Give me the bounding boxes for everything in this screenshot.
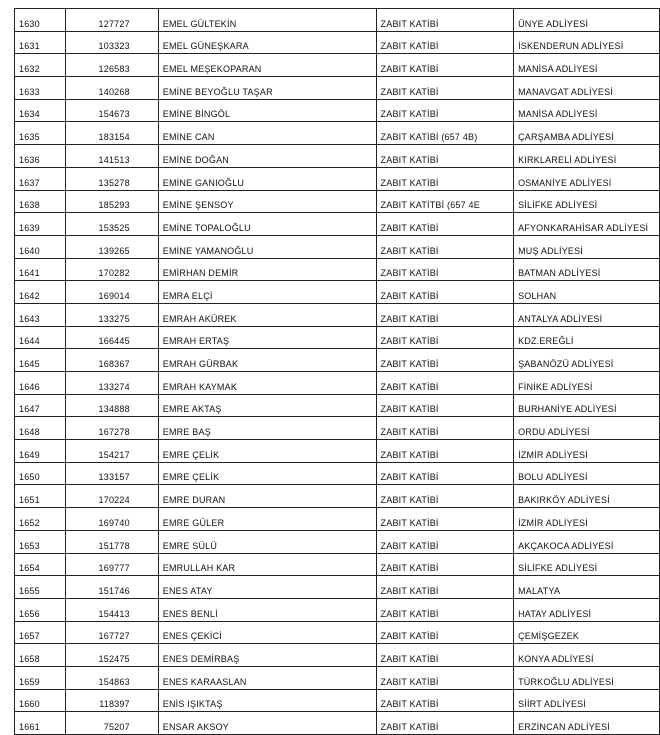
row-number-cell: 1660	[15, 689, 66, 712]
table-row	[15, 31, 660, 54]
registry-id-cell: 151778	[66, 530, 159, 553]
registry-id-cell: 185293	[66, 190, 159, 213]
registry-id-cell: 141513	[66, 145, 159, 168]
courthouse-cell: MUŞ ADLİYESİ	[514, 235, 660, 258]
table-row	[15, 576, 660, 599]
job-title-cell: ZABIT KATİTBİ (657 4E	[376, 190, 514, 213]
job-title-cell: ZABIT KATİBİ (657 4B)	[376, 122, 514, 145]
courthouse-cell: BURHANİYE ADLİYESİ	[514, 394, 660, 417]
person-name-cell: ENES KARAASLAN	[158, 666, 376, 689]
courthouse-cell: ŞABANÖZÜ ADLİYESİ	[514, 349, 660, 372]
person-name-cell: EMRE DURAN	[158, 485, 376, 508]
job-title-cell: ZABIT KATİBİ	[376, 54, 514, 77]
courthouse-cell: OSMANİYE ADLİYESİ	[514, 167, 660, 190]
job-title-cell: ZABIT KATİBİ	[376, 145, 514, 168]
row-number-cell: 1650	[15, 462, 66, 485]
table-row	[15, 372, 660, 395]
job-title-cell: ZABIT KATİBİ	[376, 167, 514, 190]
registry-id-cell: 169014	[66, 281, 159, 304]
courthouse-cell: SİİRT ADLİYESİ	[514, 689, 660, 712]
job-title-cell: ZABIT KATİBİ	[376, 417, 514, 440]
row-number-cell: 1640	[15, 235, 66, 258]
person-name-cell: EMİNE CAN	[158, 122, 376, 145]
table-row	[15, 349, 660, 372]
row-number-cell: 1651	[15, 485, 66, 508]
person-name-cell: EMRAH ERTAŞ	[158, 326, 376, 349]
job-title-cell: ZABIT KATİBİ	[376, 9, 514, 32]
courthouse-cell: ANTALYA ADLİYESİ	[514, 303, 660, 326]
job-title-cell: ZABIT KATİBİ	[376, 689, 514, 712]
row-number-cell: 1630	[15, 9, 66, 32]
table-row	[15, 666, 660, 689]
courthouse-cell: ÜNYE ADLİYESİ	[514, 9, 660, 32]
row-number-cell: 1632	[15, 54, 66, 77]
person-name-cell: ENİS IŞIKTAŞ	[158, 689, 376, 712]
courthouse-cell: BATMAN ADLİYESİ	[514, 258, 660, 281]
job-title-cell: ZABIT KATİBİ	[376, 598, 514, 621]
registry-id-cell: 167727	[66, 621, 159, 644]
job-title-cell: ZABIT KATİBİ	[376, 553, 514, 576]
registry-id-cell: 152475	[66, 644, 159, 667]
row-number-cell: 1647	[15, 394, 66, 417]
row-number-cell: 1642	[15, 281, 66, 304]
courthouse-cell: KDZ.EREĞLİ	[514, 326, 660, 349]
table-row	[15, 258, 660, 281]
job-title-cell: ZABIT KATİBİ	[376, 712, 514, 735]
registry-id-cell: 139265	[66, 235, 159, 258]
table-row	[15, 530, 660, 553]
row-number-cell: 1654	[15, 553, 66, 576]
row-number-cell: 1634	[15, 99, 66, 122]
table-row	[15, 689, 660, 712]
courthouse-cell: KIRKLARELİ ADLİYESİ	[514, 145, 660, 168]
row-number-cell: 1643	[15, 303, 66, 326]
registry-id-cell: 154413	[66, 598, 159, 621]
registry-id-cell: 168367	[66, 349, 159, 372]
job-title-cell: ZABIT KATİBİ	[376, 349, 514, 372]
registry-id-cell: 140268	[66, 77, 159, 100]
table-row	[15, 644, 660, 667]
table-row	[15, 9, 660, 32]
person-name-cell: EMRAH GÜRBAK	[158, 349, 376, 372]
row-number-cell: 1645	[15, 349, 66, 372]
courthouse-cell: MANİSA ADLİYESİ	[514, 54, 660, 77]
courthouse-cell: İZMİR ADLİYESİ	[514, 440, 660, 463]
person-name-cell: EMRE AKTAŞ	[158, 394, 376, 417]
table-row	[15, 190, 660, 213]
courthouse-cell: SİLİFKE ADLİYESİ	[514, 553, 660, 576]
person-name-cell: EMİNE YAMANOĞLU	[158, 235, 376, 258]
courthouse-cell: ORDU ADLİYESİ	[514, 417, 660, 440]
registry-id-cell: 133275	[66, 303, 159, 326]
table-row	[15, 598, 660, 621]
registry-id-cell: 127727	[66, 9, 159, 32]
courthouse-cell: BAKIRKÖY ADLİYESİ	[514, 485, 660, 508]
table-row	[15, 77, 660, 100]
registry-id-cell: 170224	[66, 485, 159, 508]
registry-id-cell: 154863	[66, 666, 159, 689]
courthouse-cell: FİNİKE ADLİYESİ	[514, 372, 660, 395]
registry-id-cell: 133274	[66, 372, 159, 395]
row-number-cell: 1631	[15, 31, 66, 54]
table-row	[15, 621, 660, 644]
job-title-cell: ZABIT KATİBİ	[376, 77, 514, 100]
person-name-cell: EMEL GÜLTEKİN	[158, 9, 376, 32]
courthouse-cell: ÇARŞAMBA ADLİYESİ	[514, 122, 660, 145]
job-title-cell: ZABIT KATİBİ	[376, 372, 514, 395]
table-body	[15, 9, 660, 735]
table-row	[15, 145, 660, 168]
table-row	[15, 326, 660, 349]
person-name-cell: EMİNE BEYOĞLU TAŞAR	[158, 77, 376, 100]
row-number-cell: 1659	[15, 666, 66, 689]
person-name-cell: EMİRHAN DEMİR	[158, 258, 376, 281]
table-row	[15, 281, 660, 304]
registry-id-cell: 133157	[66, 462, 159, 485]
registry-id-cell: 103323	[66, 31, 159, 54]
table-row	[15, 508, 660, 531]
courthouse-cell: İZMİR ADLİYESİ	[514, 508, 660, 531]
registry-id-cell: 118397	[66, 689, 159, 712]
job-title-cell: ZABIT KATİBİ	[376, 394, 514, 417]
person-name-cell: ENES BENLİ	[158, 598, 376, 621]
courthouse-cell: TÜRKOĞLU ADLİYESİ	[514, 666, 660, 689]
person-name-cell: EMİNE ŞENSOY	[158, 190, 376, 213]
courthouse-cell: KONYA ADLİYESİ	[514, 644, 660, 667]
row-number-cell: 1636	[15, 145, 66, 168]
row-number-cell: 1661	[15, 712, 66, 735]
registry-id-cell: 170282	[66, 258, 159, 281]
table-row	[15, 394, 660, 417]
row-number-cell: 1633	[15, 77, 66, 100]
table-row	[15, 235, 660, 258]
person-name-cell: EMRAH AKÜREK	[158, 303, 376, 326]
person-name-cell: ENES ÇEKİCİ	[158, 621, 376, 644]
person-name-cell: EMRE ÇELİK	[158, 440, 376, 463]
registry-id-cell: 153525	[66, 213, 159, 236]
job-title-cell: ZABIT KATİBİ	[376, 621, 514, 644]
person-name-cell: EMİNE DOĞAN	[158, 145, 376, 168]
job-title-cell: ZABIT KATİBİ	[376, 99, 514, 122]
registry-id-cell: 167278	[66, 417, 159, 440]
row-number-cell: 1635	[15, 122, 66, 145]
courthouse-cell: SİLİFKE ADLİYESİ	[514, 190, 660, 213]
row-number-cell: 1658	[15, 644, 66, 667]
row-number-cell: 1637	[15, 167, 66, 190]
person-name-cell: EMİNE TOPALOĞLU	[158, 213, 376, 236]
courthouse-cell: ERZİNCAN ADLİYESİ	[514, 712, 660, 735]
person-name-cell: ENES DEMİRBAŞ	[158, 644, 376, 667]
registry-id-cell: 134888	[66, 394, 159, 417]
row-number-cell: 1657	[15, 621, 66, 644]
table-row	[15, 303, 660, 326]
person-name-cell: EMRULLAH KAR	[158, 553, 376, 576]
table-row	[15, 122, 660, 145]
courthouse-cell: AKÇAKOCA ADLİYESİ	[514, 530, 660, 553]
job-title-cell: ZABIT KATİBİ	[376, 440, 514, 463]
row-number-cell: 1649	[15, 440, 66, 463]
job-title-cell: ZABIT KATİBİ	[376, 213, 514, 236]
table-row	[15, 553, 660, 576]
job-title-cell: ZABIT KATİBİ	[376, 485, 514, 508]
person-name-cell: EMİNE BİNGÖL	[158, 99, 376, 122]
courthouse-cell: SOLHAN	[514, 281, 660, 304]
courthouse-cell: MANAVGAT ADLİYESİ	[514, 77, 660, 100]
job-title-cell: ZABIT KATİBİ	[376, 31, 514, 54]
table-row	[15, 99, 660, 122]
person-name-cell: ENSAR AKSOY	[158, 712, 376, 735]
registry-id-cell: 154217	[66, 440, 159, 463]
job-title-cell: ZABIT KATİBİ	[376, 576, 514, 599]
table-row	[15, 213, 660, 236]
courthouse-cell: ÇEMİŞGEZEK	[514, 621, 660, 644]
registry-id-cell: 135278	[66, 167, 159, 190]
person-name-cell: EMEL GÜNEŞKARA	[158, 31, 376, 54]
person-name-cell: ENES ATAY	[158, 576, 376, 599]
job-title-cell: ZABIT KATİBİ	[376, 326, 514, 349]
job-title-cell: ZABIT KATİBİ	[376, 235, 514, 258]
registry-id-cell: 183154	[66, 122, 159, 145]
job-title-cell: ZABIT KATİBİ	[376, 258, 514, 281]
person-name-cell: EMRAH KAYMAK	[158, 372, 376, 395]
assignment-table	[14, 8, 660, 735]
table-row	[15, 417, 660, 440]
person-name-cell: EMRE BAŞ	[158, 417, 376, 440]
registry-id-cell: 126583	[66, 54, 159, 77]
job-title-cell: ZABIT KATİBİ	[376, 508, 514, 531]
row-number-cell: 1656	[15, 598, 66, 621]
row-number-cell: 1641	[15, 258, 66, 281]
registry-id-cell: 151746	[66, 576, 159, 599]
registry-id-cell: 166445	[66, 326, 159, 349]
row-number-cell: 1648	[15, 417, 66, 440]
table-row	[15, 440, 660, 463]
job-title-cell: ZABIT KATİBİ	[376, 303, 514, 326]
courthouse-cell: MALATYA	[514, 576, 660, 599]
courthouse-cell: İSKENDERUN ADLİYESİ	[514, 31, 660, 54]
person-name-cell: EMRE ÇELİK	[158, 462, 376, 485]
person-name-cell: EMRA ELÇİ	[158, 281, 376, 304]
table-row	[15, 712, 660, 735]
courthouse-cell: BOLU ADLİYESİ	[514, 462, 660, 485]
job-title-cell: ZABIT KATİBİ	[376, 530, 514, 553]
row-number-cell: 1638	[15, 190, 66, 213]
courthouse-cell: MANİSA ADLİYESİ	[514, 99, 660, 122]
person-name-cell: EMRE SÜLÜ	[158, 530, 376, 553]
person-name-cell: EMRE GÜLER	[158, 508, 376, 531]
registry-id-cell: 75207	[66, 712, 159, 735]
job-title-cell: ZABIT KATİBİ	[376, 644, 514, 667]
row-number-cell: 1644	[15, 326, 66, 349]
job-title-cell: ZABIT KATİBİ	[376, 666, 514, 689]
registry-id-cell: 169777	[66, 553, 159, 576]
row-number-cell: 1655	[15, 576, 66, 599]
row-number-cell: 1653	[15, 530, 66, 553]
registry-id-cell: 169740	[66, 508, 159, 531]
table-row	[15, 462, 660, 485]
table-row	[15, 167, 660, 190]
courthouse-cell: HATAY ADLİYESİ	[514, 598, 660, 621]
registry-id-cell: 154673	[66, 99, 159, 122]
job-title-cell: ZABIT KATİBİ	[376, 281, 514, 304]
row-number-cell: 1639	[15, 213, 66, 236]
person-name-cell: EMEL MEŞEKOPARAN	[158, 54, 376, 77]
table-row	[15, 54, 660, 77]
job-title-cell: ZABIT KATİBİ	[376, 462, 514, 485]
person-name-cell: EMİNE GANIOĞLU	[158, 167, 376, 190]
row-number-cell: 1652	[15, 508, 66, 531]
assignment-list-sheet	[14, 8, 660, 735]
courthouse-cell: AFYONKARAHİSAR ADLİYESİ	[514, 213, 660, 236]
row-number-cell: 1646	[15, 372, 66, 395]
table-row	[15, 485, 660, 508]
